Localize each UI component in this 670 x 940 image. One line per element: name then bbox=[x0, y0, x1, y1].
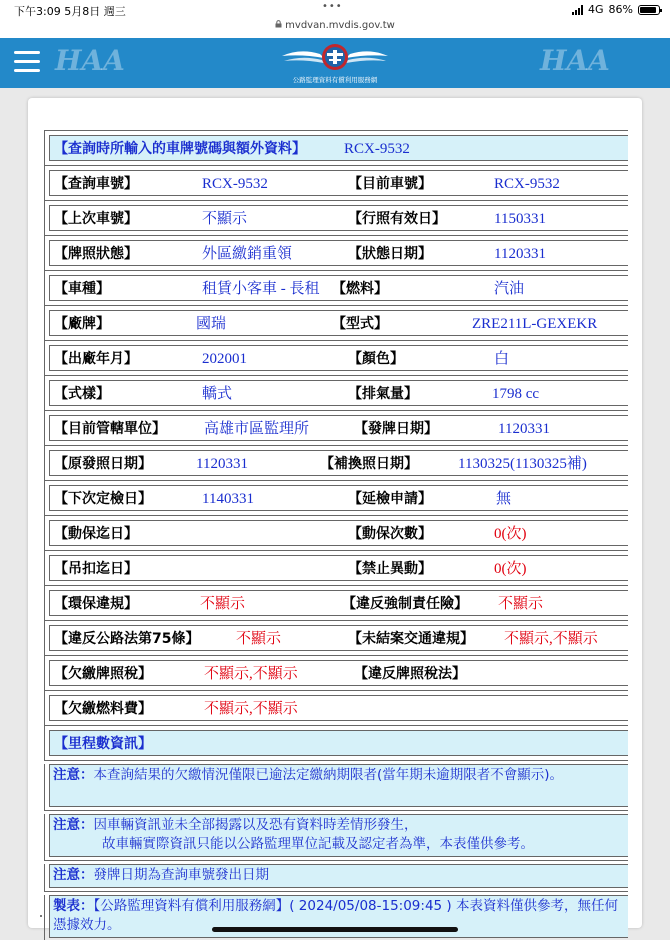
note-row-2 bbox=[44, 814, 628, 861]
field-value: 汽油 bbox=[494, 281, 525, 297]
table-row bbox=[44, 691, 628, 726]
table-row bbox=[44, 306, 628, 341]
field-value: 不顯示,不顯示 bbox=[504, 631, 598, 647]
field-label: 【下次定檢日】 bbox=[54, 491, 152, 507]
field-label: 【動保迄日】 bbox=[54, 526, 138, 542]
status-right bbox=[572, 3, 660, 16]
table-row bbox=[44, 516, 628, 551]
field-label: 【違反牌照稅法】 bbox=[354, 666, 466, 682]
field-value: 0(次) bbox=[494, 561, 527, 577]
watermark-right: HAA bbox=[540, 44, 610, 77]
note2-line2: 故車輛實際資訊只能以公路監理單位記載及認定者為準，本表僅供參考。 bbox=[102, 836, 534, 852]
note1-text: 本查詢結果的欠繳情況僅限已逾法定繳納期限者(當年期未逾期限者不會顯示)。 bbox=[93, 767, 564, 783]
site-logo[interactable] bbox=[275, 42, 395, 84]
field-value: 不顯示 bbox=[202, 211, 248, 227]
mileage-row bbox=[44, 726, 628, 761]
field-value: 國瑞 bbox=[196, 316, 227, 332]
field-value: 1120331 bbox=[196, 456, 248, 472]
battery-icon bbox=[638, 5, 660, 15]
field-value: 租賃小客車 - 長租 bbox=[202, 281, 320, 297]
status-bar bbox=[0, 0, 670, 20]
info-rows bbox=[44, 166, 628, 726]
home-indicator[interactable] bbox=[212, 927, 458, 932]
field-value: 不顯示 bbox=[498, 596, 544, 612]
field-label: 【顏色】 bbox=[348, 351, 404, 367]
note-row-4 bbox=[44, 895, 628, 940]
hamburger-menu-icon[interactable] bbox=[14, 51, 40, 73]
field-label: 【出廠年月】 bbox=[54, 351, 138, 367]
table-row bbox=[44, 271, 628, 306]
note3-text: 發牌日期為查詢車號發出日期 bbox=[93, 867, 269, 883]
field-label: 【車種】 bbox=[54, 281, 110, 297]
table-row bbox=[44, 166, 628, 201]
field-value: 不顯示 bbox=[200, 596, 246, 612]
table-row bbox=[44, 411, 628, 446]
field-label: 【上次車號】 bbox=[54, 211, 138, 227]
field-label: 【違反公路法第75條】 bbox=[54, 631, 200, 647]
table-row bbox=[44, 446, 628, 481]
field-label: 【補換照日期】 bbox=[320, 456, 418, 472]
field-label: 【發牌日期】 bbox=[354, 421, 438, 437]
field-value: 白 bbox=[494, 351, 510, 367]
query-header-plate: RCX-9532 bbox=[344, 141, 410, 157]
field-value: 外區繳銷重領 bbox=[202, 246, 293, 262]
table-row bbox=[44, 481, 628, 516]
query-header-row bbox=[44, 131, 628, 166]
note4-label: 製表： bbox=[53, 898, 94, 914]
table-row bbox=[44, 201, 628, 236]
field-value: 1120331 bbox=[498, 421, 550, 437]
field-label: 【動保次數】 bbox=[348, 526, 432, 542]
field-label: 【行照有效日】 bbox=[348, 211, 446, 227]
multitask-dots-icon[interactable]: ••• bbox=[322, 1, 343, 12]
field-label: 【欠繳牌照稅】 bbox=[54, 666, 152, 682]
status-time: 下午3:09 5月8日 週三 bbox=[14, 5, 126, 18]
field-value: 不顯示,不顯示 bbox=[204, 666, 298, 682]
note-row-1 bbox=[44, 764, 628, 811]
network-type: 4G bbox=[588, 3, 604, 16]
field-value: 不顯示 bbox=[236, 631, 282, 647]
field-value: 不顯示,不顯示 bbox=[204, 701, 298, 717]
field-value: 高雄市區監理所 bbox=[204, 421, 310, 437]
field-value: 無 bbox=[496, 491, 512, 507]
battery-percent: 86% bbox=[608, 3, 633, 16]
logo-text: 公路監理資料有償利用服務網 bbox=[292, 76, 378, 84]
logo-emblem-icon bbox=[280, 42, 390, 74]
field-value: RCX-9532 bbox=[202, 176, 268, 192]
field-value: RCX-9532 bbox=[494, 176, 560, 192]
note4-text: 【公路監理資料有償利用服務網】( 2024/05/08-15:09:45 ) 本表資料僅供參考，無任何憑據效力。 bbox=[53, 898, 618, 933]
table-row bbox=[44, 656, 628, 691]
field-value: 1798 cc bbox=[492, 386, 540, 402]
lock-icon bbox=[275, 20, 282, 31]
field-value: 202001 bbox=[202, 351, 247, 367]
table-row bbox=[44, 621, 628, 656]
url-text: mvdvan.mvdis.gov.tw bbox=[285, 20, 395, 31]
field-label: 【延檢申請】 bbox=[348, 491, 432, 507]
field-label: 【目前管轄單位】 bbox=[54, 421, 166, 437]
field-label: 【目前車號】 bbox=[348, 176, 432, 192]
note2-label: 注意： bbox=[53, 817, 94, 833]
table-row bbox=[44, 236, 628, 271]
field-label: 【式樣】 bbox=[54, 386, 110, 402]
field-label: 【排氣量】 bbox=[348, 386, 418, 402]
note-row-3 bbox=[44, 864, 628, 892]
field-value: 1120331 bbox=[494, 246, 546, 262]
field-value: 1130325(1130325補) bbox=[458, 456, 587, 472]
field-value: 1150331 bbox=[494, 211, 546, 227]
field-label: 【型式】 bbox=[332, 316, 388, 332]
table-row bbox=[44, 551, 628, 586]
mileage-label: 【里程數資訊】 bbox=[54, 736, 152, 752]
field-value: 1140331 bbox=[202, 491, 254, 507]
field-value: 0(次) bbox=[494, 526, 527, 542]
vehicle-info-table bbox=[44, 130, 628, 940]
field-label: 【原發照日期】 bbox=[54, 456, 152, 472]
table-row bbox=[44, 341, 628, 376]
field-label: 【查詢車號】 bbox=[54, 176, 138, 192]
table-row bbox=[44, 376, 628, 411]
result-card bbox=[28, 98, 642, 933]
query-header-label: 【查詢時所輸入的車牌號碼與額外資料】 bbox=[54, 141, 306, 157]
field-label: 【燃料】 bbox=[332, 281, 388, 297]
field-label: 【禁止異動】 bbox=[348, 561, 432, 577]
field-label: 【廠牌】 bbox=[54, 316, 110, 332]
field-label: 【吊扣迄日】 bbox=[54, 561, 138, 577]
address-bar[interactable] bbox=[0, 20, 670, 38]
field-label: 【欠繳燃料費】 bbox=[54, 701, 152, 717]
field-value: 轎式 bbox=[202, 386, 233, 402]
page-dot bbox=[40, 915, 42, 917]
note3-label: 注意： bbox=[53, 867, 94, 883]
field-label: 【未結案交通違規】 bbox=[348, 631, 474, 647]
field-label: 【環保違規】 bbox=[54, 596, 138, 612]
note2-line1: 因車輛資訊並未全部揭露以及恐有資料時差情形發生， bbox=[93, 817, 418, 833]
site-header bbox=[0, 38, 670, 88]
note1-label: 注意： bbox=[53, 767, 94, 783]
cellular-signal-icon bbox=[572, 5, 583, 15]
table-row bbox=[44, 586, 628, 621]
field-label: 【狀態日期】 bbox=[348, 246, 432, 262]
field-label: 【違反強制責任險】 bbox=[342, 596, 468, 612]
field-value: ZRE211L-GEXEKR bbox=[472, 316, 598, 332]
watermark-left: HAA bbox=[55, 44, 125, 77]
field-label: 【牌照狀態】 bbox=[54, 246, 138, 262]
